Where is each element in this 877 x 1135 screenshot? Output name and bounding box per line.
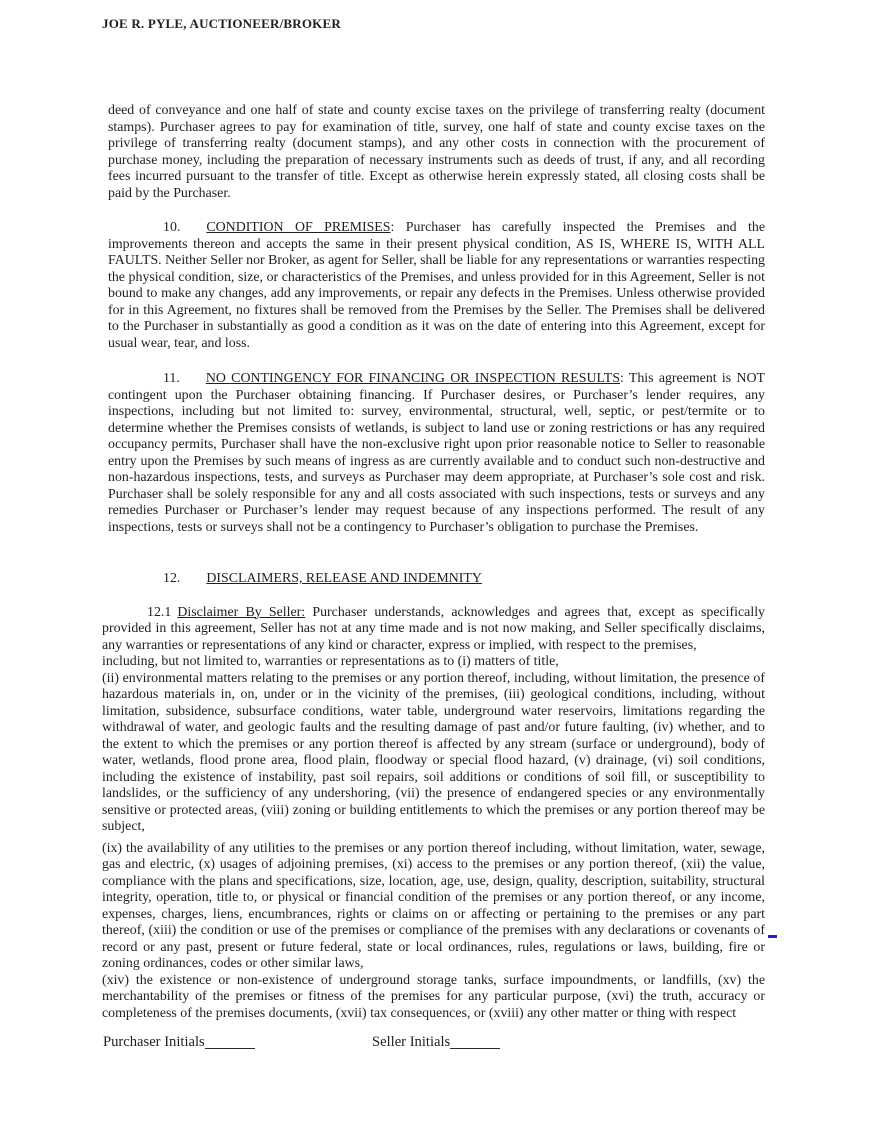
paragraph-items-ii-viii: (ii) environmental matters relating to the premises or any portion thereof, including, without limitation, the presence of hazardous materials in, on, under or in the vicinity of the premises, (iii) geological conditions, including, without limitation, subsidence, subsurface conditions, water table, underground water reservoirs, limitations regarding the withdrawal of water, and geologic faults and the resulting damage of past and/or future faulting, (iv) whether, and to the extent to which the premises or any portion thereof is affected by any stream (surface or underground), body of water, wetlands, flood prone area, flood plain, floodway or special flood hazard, (v) drainage, (vi) soil conditions, including the existence of instability, past soil repairs, soil additions or conditions of soil fill, or susceptibility to landslides, or the sufficiency of any undershoring, (vii) the presence of endangered species or any environmentally sensitive or protected areas, (viii) zoning or building entitlements to which the premises or any portion thereof may be subject,	[102, 670, 765, 834]
page-title: JOE R. PYLE, AUCTIONEER/BROKER	[102, 16, 341, 31]
disclaimer-line-1-text: Purchaser understands, acknowledges and agrees that, except as specifically	[312, 604, 766, 620]
disclaimer-line-4: including, but not limited to, warranties or representations as to (i) matters of title,	[102, 654, 559, 669]
section-12-title: DISCLAIMERS, RELEASE AND INDEMNITY	[206, 571, 482, 586]
disclaimer-line-1	[102, 605, 765, 622]
section-10-number: 10.	[163, 220, 181, 235]
document-body	[102, 103, 766, 1022]
section-12-disclaimers-heading	[108, 571, 765, 588]
subsection-number: 12.1	[147, 604, 172, 620]
section-11-body: : This agreement is NOT contingent upon the Purchaser obtaining financing. If Purchaser desires, or Purchaser’s lender requires, any inspections, including but not limited to: survey, environmental, structural, well, septic, or pest/termite or to determine whether the Premises consists of wetlands, is subject to land use or zoning restrictions or has any required occupancy permits, Purchaser shall have the non-exclusive right upon prior reasonable notice to Seller to reasonable entry upon the Premises by such means of ingress as are currently available and to conduct such non-destructive and non-hazardous inspections, tests, and surveys as Purchaser may deem appropriate, at Purchaser’s sole cost and risk. Purchaser shall be solely responsible for any and all costs associated with such inspections, tests or surveys and any remedies Purchaser or Purchaser’s lender may request because of any inspections performed. The result of any inspections, tests or surveys shall not be a contingency to Purchaser’s obligation to purchase the Premises.	[108, 371, 765, 535]
subsection-title: Disclaimer By Seller:	[177, 604, 306, 620]
section-10-body: : Purchaser has carefully inspected the Premises and the improvements thereon and accepts the same in their present physical condition, AS IS, WHERE IS, WITH ALL FAULTS. Neither Seller nor Broker, as agent for Seller, shall be liable for any representations or warranties respecting the physical condition, size, or characteristics of the Premises, and unless provided for in this Agreement, Seller is not bound to make any changes, add any improvements, or repair any defects in the Premises. Unless otherwise provided for in this Agreement, no fixtures shall be removed from the Premises by the Seller. The Premises shall be delivered to the Purchaser in substantially as good a condition as it was on the date of entering into this Agreement, except for usual wear, tear, and loss.	[108, 220, 765, 351]
section-10-title: CONDITION OF PREMISES	[206, 220, 391, 235]
purchaser-initials	[103, 1032, 372, 1051]
section-10-condition-of-premises	[108, 220, 765, 352]
disclaimer-line-3: any warranties or representations of any kind or character, express or implied, with respect to the premises,	[102, 637, 697, 653]
seller-initials-label: Seller Initials	[372, 1034, 451, 1050]
paragraph-closing-costs: deed of conveyance and one half of state and county excise taxes on the privilege of transferring realty (document stamps). Purchaser agrees to pay for examination of title, survey, one half of state and county excise taxes on the privilege of transferring realty (document stamps), and any other costs in connection with the procurement of purchase money, including the preparation of necessary instruments such as deeds of trust, if any, and all recording fees incurred pursuant to the transfer of title. Except as otherwise herein expressly stated, all closing costs shall be paid by the Purchaser.	[108, 103, 765, 201]
blue-dash-annotation	[768, 935, 777, 938]
subsection-12-1-disclaimer-by-seller	[102, 605, 765, 1023]
seller-initials-blank	[450, 1035, 500, 1049]
initials-footer	[103, 1032, 783, 1051]
section-12-number: 12.	[163, 571, 181, 586]
paragraph-items-ix-xiii: (ix) the availability of any utilities to the premises or any portion thereof including, without limitation, water, sewage, gas and electric, (x) usages of adjoining premises, (xi) access to the premises or any portion thereof, (xii) the value, compliance with the plans and specifications, size, location, age, use, design, quality, description, suitability, structural integrity, operation, title to, or physical or financial condition of the premises or any portion thereof, or any income, expenses, charges, liens, encumbrances, rights or claims on or affecting or pertaining to the premises or any part thereof, (xiii) the condition or use of the premises or compliance of the premises with any declarations or covenants of record or any past, present or future federal, state or local ordinances, rules, regulations or laws, building, fire or zoning ordinances, codes or other similar laws,	[102, 840, 765, 971]
purchaser-initials-label: Purchaser Initials	[103, 1034, 205, 1050]
seller-initials	[372, 1032, 500, 1051]
section-11-title: NO CONTINGENCY FOR FINANCING OR INSPECTION RESULTS	[205, 371, 620, 386]
section-11-number: 11.	[163, 371, 180, 386]
section-11-no-contingency	[108, 371, 765, 536]
disclaimer-line-2: provided in this agreement, Seller has not at any time made and is not now making, and Seller specifically disclaims,	[102, 621, 765, 636]
purchaser-initials-blank	[205, 1035, 255, 1049]
paragraph-items-xiv-xviii: (xiv) the existence or non-existence of underground storage tanks, surface impoundments, or landfills, (xv) the merchantability of the premises or fitness of the premises for any particular purpose, (xvi) the truth, accuracy or completeness of the premises documents, (xvii) tax consequences, or (xviii) any other matter or thing with respect	[102, 972, 765, 1021]
